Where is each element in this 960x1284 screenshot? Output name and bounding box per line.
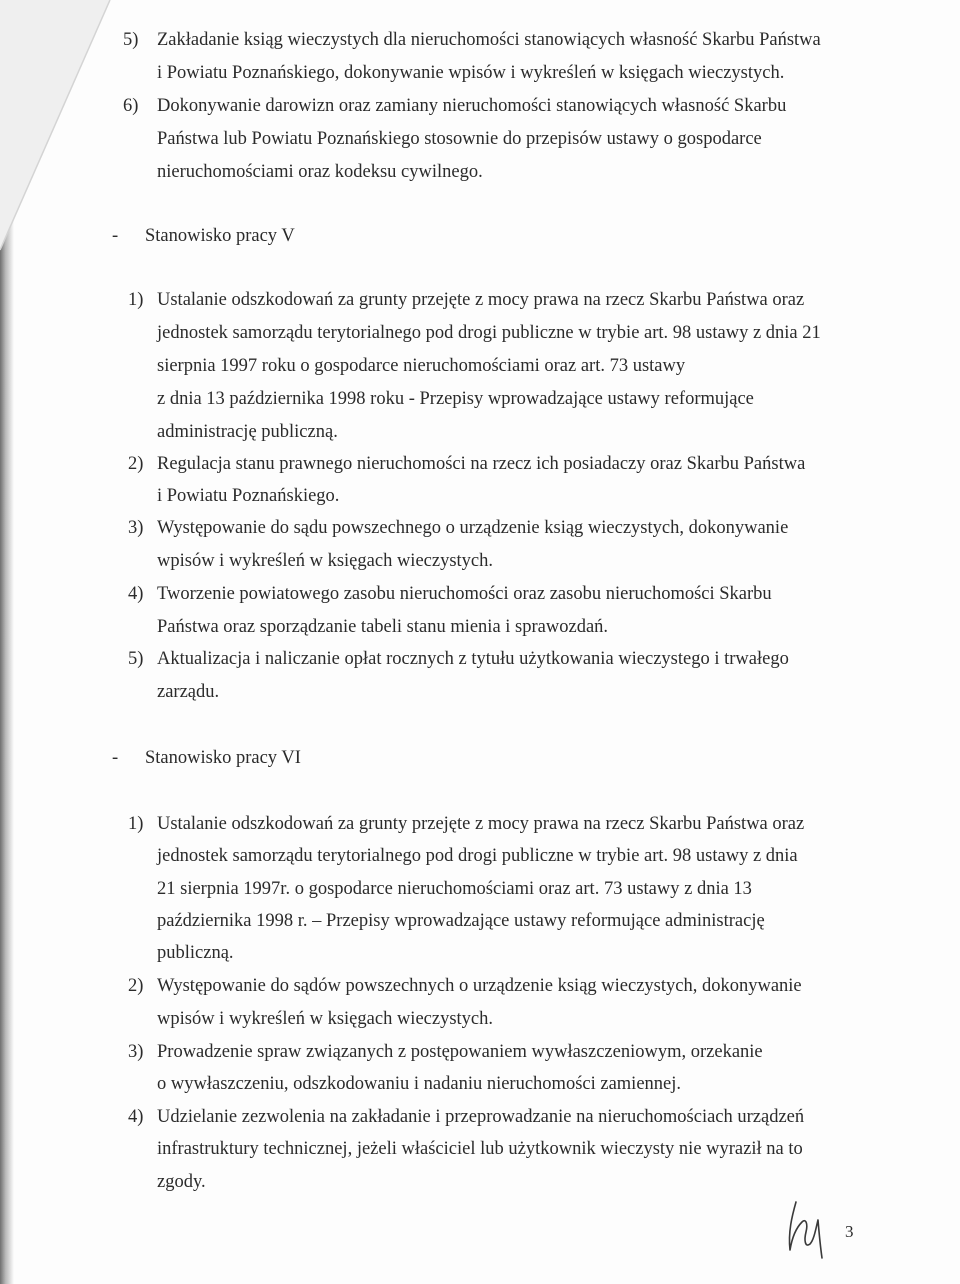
item-text-line: Ustalanie odszkodowań za grunty przejęte z mocy prawa na rzecz Skarbu Państwa oraz	[157, 814, 805, 834]
item-text-line: administrację publiczną.	[157, 422, 338, 442]
section-dash: -	[112, 748, 119, 768]
folded-corner-shadow	[0, 0, 120, 260]
item-text-line: Regulacja stanu prawnego nieruchomości na rzecz ich posiadaczy oraz Skarbu Państwa	[157, 454, 806, 474]
item-number: 3)	[128, 1042, 144, 1062]
item-number: 5)	[123, 30, 139, 50]
section-heading: Stanowisko pracy V	[145, 226, 295, 246]
item-text-line: Ustalanie odszkodowań za grunty przejęte z mocy prawa na rzecz Skarbu Państwa oraz	[157, 290, 805, 310]
item-text-line: Aktualizacja i naliczanie opłat rocznych z tytułu użytkowania wieczystego i trwałego	[157, 649, 789, 669]
item-text-line: jednostek samorządu terytorialnego pod drogi publiczne w trybie art. 98 ustawy z dnia 21	[157, 323, 821, 343]
item-text-line: Państwa oraz sporządzanie tabeli stanu mienia i sprawozdań.	[157, 617, 609, 637]
item-text-line: o wywłaszczeniu, odszkodowaniu i nadaniu nieruchomości zamiennej.	[157, 1074, 682, 1094]
item-text-line: i Powiatu Poznańskiego.	[157, 486, 340, 506]
item-text-line: Zakładanie ksiąg wieczystych dla nieruchomości stanowiących własność Skarbu Państwa	[157, 30, 821, 50]
item-text-line: Prowadzenie spraw związanych z postępowaniem wywłaszczeniowym, orzekanie	[157, 1042, 763, 1062]
item-text-line: infrastruktury technicznej, jeżeli właściciel lub użytkownik wieczysty nie wyraził na to	[157, 1139, 803, 1159]
item-number: 4)	[128, 1107, 144, 1127]
item-text-line: wpisów i wykreśleń w księgach wieczystych.	[157, 1009, 493, 1029]
item-text-line: Występowanie do sądów powszechnych o urządzenie ksiąg wieczystych, dokonywanie	[157, 976, 802, 996]
page-number: 3	[845, 1222, 854, 1241]
item-text-line: i Powiatu Poznańskiego, dokonywanie wpisów i wykreśleń w księgach wieczystych.	[157, 63, 785, 83]
section-dash: -	[112, 226, 119, 246]
item-text-line: wpisów i wykreśleń w księgach wieczystych.	[157, 551, 493, 571]
item-text-line: Udzielanie zezwolenia na zakładanie i przeprowadzanie na nieruchomościach urządzeń	[157, 1107, 805, 1127]
item-text-line: października 1998 r. – Przepisy wprowadzające ustawy reformujące administrację	[157, 911, 765, 931]
item-text-line: zarządu.	[157, 682, 220, 702]
item-number: 1)	[128, 814, 144, 834]
item-number: 2)	[128, 454, 144, 474]
section-heading: Stanowisko pracy VI	[145, 748, 301, 768]
item-number: 2)	[128, 976, 144, 996]
item-text-line: z dnia 13 października 1998 roku - Przepisy wprowadzające ustawy reformujące	[157, 389, 754, 409]
item-number: 6)	[123, 96, 139, 116]
item-text-line: Występowanie do sądu powszechnego o urządzenie ksiąg wieczystych, dokonywanie	[157, 518, 789, 538]
item-text-line: zgody.	[157, 1172, 206, 1192]
item-text-line: Tworzenie powiatowego zasobu nieruchomości oraz zasobu nieruchomości Skarbu	[157, 584, 772, 604]
item-text-line: jednostek samorządu terytorialnego pod drogi publiczne w trybie art. 98 ustawy z dnia	[157, 846, 798, 866]
item-number: 3)	[128, 518, 144, 538]
item-text-line: Dokonywanie darowizn oraz zamiany nieruchomości stanowiących własność Skarbu	[157, 96, 787, 116]
item-text-line: nieruchomościami oraz kodeksu cywilnego.	[157, 162, 483, 182]
item-text-line: publiczną.	[157, 943, 234, 963]
item-number: 5)	[128, 649, 144, 669]
handwritten-initials-signature	[782, 1198, 832, 1262]
item-text-line: sierpnia 1997 roku o gospodarce nieruchomościami oraz art. 73 ustawy	[157, 356, 686, 376]
item-text-line: Państwa lub Powiatu Poznańskiego stosownie do przepisów ustawy o gospodarce	[157, 129, 762, 149]
item-text-line: 21 sierpnia 1997r. o gospodarce nieruchomościami oraz art. 73 ustawy z dnia 13	[157, 879, 752, 899]
item-number: 4)	[128, 584, 144, 604]
item-number: 1)	[128, 290, 144, 310]
